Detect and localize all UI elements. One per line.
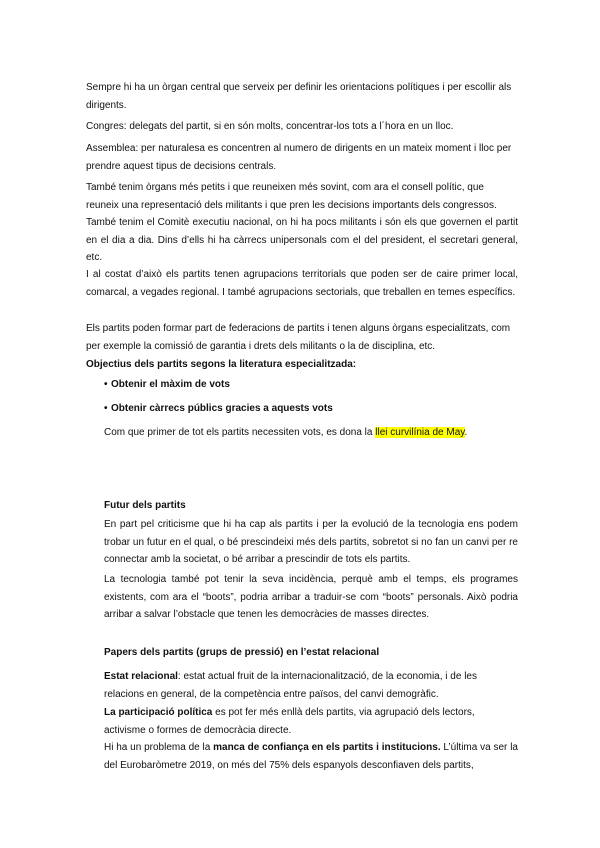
- paragraph-participacio: [104, 704, 518, 739]
- highlighted-term: llei curvilínia de May: [375, 427, 465, 438]
- paragraph-futur: En part pel criticisme que hi ha cap als partits i per la evolució de la tecnologia ens podem trobar un futur en el qual, o bé prescindeixi més dels partits, sobretot si no fan un canvi per re connectar amb la societat, o bé arribar a prescindir de tots els partits.: [104, 519, 518, 565]
- paragraph-estat-relacional: [104, 668, 518, 703]
- bold-term: manca de confiança en els partits i institucions.: [213, 742, 441, 753]
- paragraph-organs-petits: També tenim òrgans més petits i que reuneixen més sovint, com ara el consell polític, que reuneix una representació dels militants i que pren les decisions importants dels congressos.: [86, 182, 497, 211]
- paragraph-tecnologia: La tecnologia també pot tenir la seva incidència, perquè amb el temps, els programes existents, com ara el “boots”, podria arribar a traduir-se com “boots” personals. Això podria arribar a salvar l’obstacle que tenen les democràcies de masses directes.: [104, 574, 518, 620]
- paragraph-congres: Congres: delegats del partit, si en són molts, concentrar-los tots a l´hora en un lloc.: [86, 121, 454, 132]
- heading-futur: Futur dels partits: [104, 500, 186, 511]
- bullet-item-2: [104, 400, 333, 418]
- bullet-text: Obtenir el màxim de vots: [111, 379, 230, 390]
- text-span: Com que primer de tot els partits necessiten vots, es dona la: [104, 427, 376, 438]
- text-span: .: [464, 427, 468, 438]
- paragraph-agrupacions: I al costat d’això els partits tenen agrupacions territorials que poden ser de caire primer local, comarcal, a vegades regional. I també agrupacions sectorials, que treballen en temes específics.: [86, 269, 518, 298]
- paragraph-comite-executiu: També tenim el Comitè executiu nacional, on hi ha pocs militants i són els que governen el partit en el dia a dia. Dins d’ells hi ha càrrecs unipersonals com el del president, el secretari general, etc.: [86, 217, 518, 263]
- bullet-icon: •: [104, 379, 108, 390]
- bold-term: Estat relacional: [104, 671, 178, 682]
- heading-papers: Papers dels partits (grups de pressió) en l’estat relacional: [104, 647, 380, 658]
- paragraph-llei-may: [104, 424, 518, 442]
- paragraph-organ-central: Sempre hi ha un òrgan central que serveix per definir les orientacions polítiques i per escollir als dirigents.: [86, 82, 512, 111]
- paragraph-federacions: Els partits poden formar part de federacions de partits i tenen alguns òrgans especialitzats, com per exemple la comissió de garantia i drets dels militants o la de disciplina, etc.: [86, 323, 511, 352]
- bullet-text: Obtenir càrrecs públics gracies a aquests vots: [111, 403, 333, 414]
- paragraph-confianca: [104, 739, 518, 774]
- text-span: L’última va ser la del Eurobaròmetre 2019, on més del 75% dels espanyols desconfiaven dels partits,: [104, 742, 518, 771]
- paragraph-assemblea: Assemblea: per naturalesa es concentren al numero de dirigents en un mateix moment i lloc per prendre aquest tipus de decisions centrals.: [86, 143, 512, 172]
- text-span: : estat actual fruit de la internacionalització, de la economia, i de les relacions en general, de la competència entre països, del canvi demogràfic.: [104, 671, 477, 700]
- heading-objectius: Objectius dels partits segons la literatura especialitzada:: [86, 359, 357, 370]
- bold-term: La participació política: [104, 707, 213, 718]
- text-span: es pot fer més enllà dels partits, via agrupació dels lectors, activisme o formes de democràcia directe.: [104, 707, 475, 736]
- bullet-item-1: [104, 376, 230, 394]
- bullet-icon: •: [104, 403, 108, 414]
- text-span: Hi ha un problema de la: [104, 742, 214, 753]
